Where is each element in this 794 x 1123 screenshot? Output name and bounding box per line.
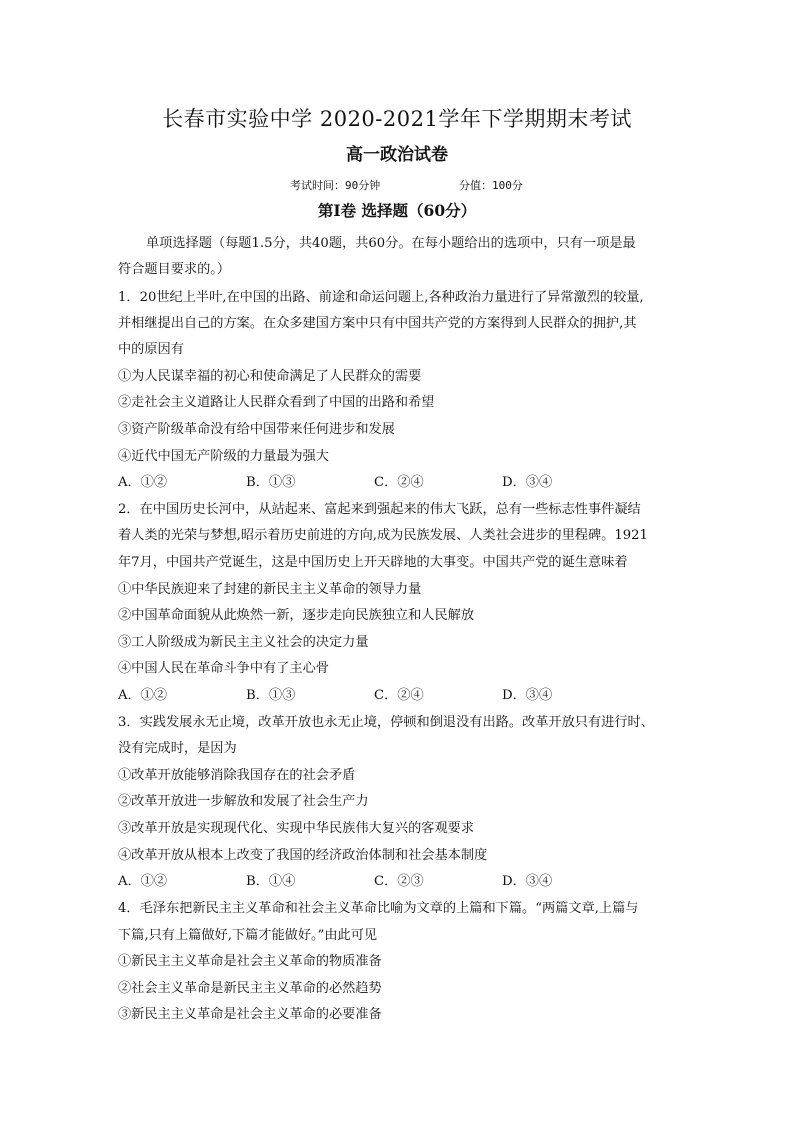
question-2-option: ③工人阶级成为新民主主义社会的决定力量 — [118, 635, 369, 650]
choice-b[interactable]: B．①③ — [246, 688, 296, 703]
question-2-option: ①中华民族迎来了封建的新民主主义革命的领导力量 — [118, 582, 422, 597]
question-2-option: ④中国人民在革命斗争中有了主心骨 — [118, 661, 329, 676]
choice-a[interactable]: A．①② — [118, 475, 168, 490]
exam-subtitle: 高一政治试卷 — [346, 145, 448, 165]
question-4-option: ③新民主主义革命是社会主义革命的必要准备 — [118, 1007, 382, 1022]
question-1-stem: 中的原因有 — [118, 342, 184, 357]
exam-score: 分值：100分 — [459, 179, 523, 192]
choice-a[interactable]: A．①② — [118, 874, 168, 889]
question-2-stem: 2．在中国历史长河中，从站起来、富起来到强起来的伟大飞跃，总有一些标志性事件凝结 — [118, 502, 641, 517]
choice-d[interactable]: D．③④ — [502, 688, 553, 703]
question-2-option: ②中国革命面貌从此焕然一新，逐步走向民族独立和人民解放 — [118, 608, 475, 623]
question-2-stem: 着人类的光荣与梦想,昭示着历史前进的方向,成为民族发展、人类社会进步的里程碑。1921 — [118, 528, 648, 543]
exam-title: 长春市实验中学 2020-2021学年下学期期末考试 — [162, 107, 632, 131]
question-3-option: ①改革开放能够消除我国存在的社会矛盾 — [118, 768, 356, 783]
instruction-line: 单项选择题（每题1.5分，共40题，共60分。在每小题给出的选项中，只有一项是最 — [146, 236, 636, 251]
question-1-stem: 1．20世纪上半叶,在中国的出路、前途和命运问题上,各种政治力量进行了异常激烈的较量, — [118, 290, 644, 305]
question-3-option: ③改革开放是实现现代化、实现中华民族伟大复兴的客观要求 — [118, 821, 475, 836]
question-4-stem: 下篇,只有上篇做好,下篇才能做好。”由此可见 — [118, 928, 378, 943]
choice-d[interactable]: D．③④ — [502, 475, 553, 490]
choice-c[interactable]: C．②④ — [374, 475, 424, 490]
question-3-stem: 没有完成时，是因为 — [118, 741, 237, 756]
question-3-choices — [118, 870, 678, 890]
question-4-option: ①新民主主义革命是社会主义革命的物质准备 — [118, 954, 382, 969]
question-1-option: ③资产阶级革命没有给中国带来任何进步和发展 — [118, 422, 395, 437]
question-3-option: ④改革开放从根本上改变了我国的经济政治体制和社会基本制度 — [118, 848, 488, 863]
question-1-option: ①为人民谋幸福的初心和使命满足了人民群众的需要 — [118, 369, 422, 384]
question-1-option: ②走社会主义道路让人民群众看到了中国的出路和希望 — [118, 395, 435, 410]
question-2-stem: 年7月，中国共产党诞生，这是中国历史上开天辟地的大事变。中国共产党的诞生意味着 — [118, 555, 628, 570]
question-1-choices — [118, 471, 678, 491]
choice-c[interactable]: C．②④ — [374, 688, 424, 703]
section-heading: 第Ⅰ卷 选择题（60分） — [317, 201, 477, 220]
choice-a[interactable]: A．①② — [118, 688, 168, 703]
question-3-stem: 3．实践发展永无止境，改革开放也永无止境，停顿和倒退没有出路。改革开放只有进行时、 — [118, 715, 654, 730]
choice-b[interactable]: B．①③ — [246, 475, 296, 490]
question-1-option: ④近代中国无产阶级的力量最为强大 — [118, 449, 329, 464]
choice-c[interactable]: C．②③ — [374, 874, 424, 889]
question-1-stem: 并相继提出自己的方案。在众多建国方案中只有中国共产党的方案得到人民群众的拥护,其 — [118, 316, 637, 331]
question-4-option: ②社会主义革命是新民主主义革命的必然趋势 — [118, 981, 382, 996]
choice-d[interactable]: D．③④ — [502, 874, 553, 889]
choice-b[interactable]: B．①④ — [246, 874, 296, 889]
question-4-stem: 4．毛泽东把新民主主义革命和社会主义革命比喻为文章的上篇和下篇。“两篇文章,上篇与 — [118, 901, 639, 916]
exam-time: 考试时间：90分钟 — [290, 179, 381, 192]
question-2-choices — [118, 684, 678, 704]
instruction-line: 符合题目要求的。） — [118, 262, 231, 277]
question-3-option: ②改革开放进一步解放和发展了社会生产力 — [118, 794, 369, 809]
